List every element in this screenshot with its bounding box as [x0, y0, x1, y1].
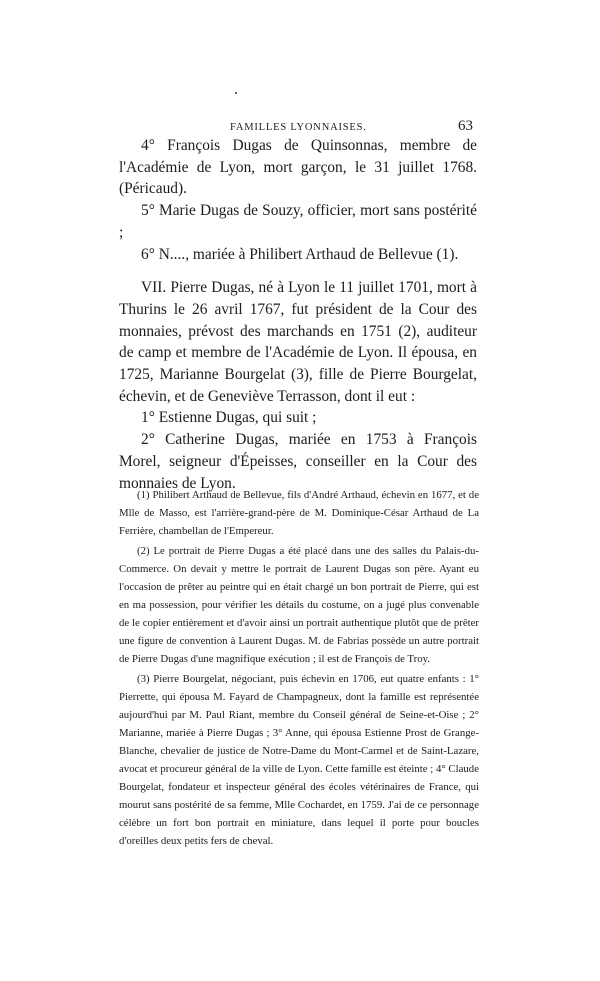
paragraph-francois-dugas: 4° François Dugas de Quinsonnas, membre de l'Académie de Lyon, mort garçon, le 31 juillet 1768. (Péricaud).: [119, 137, 477, 198]
paragraph-pierre-dugas: VII. Pierre Dugas, né à Lyon le 11 juillet 1701, mort à Thurins le 26 avril 1767, fut président de la Cour des monnaies, prévost des marchands en 1751 (2), auditeur de camp et membre de l'Académie de Lyon. Il épousa, en 1725, Marianne Bourgelat (3), fille de Pierre Bourgelat, échevin, et de Geneviève Terrasson, dont il eut :: [119, 279, 477, 405]
footnotes: [119, 486, 479, 852]
paragraph-estienne-dugas: 1° Estienne Dugas, qui suit ;: [141, 409, 317, 427]
footnote-3: (3) Pierre Bourgelat, négociant, puis échevin en 1706, eut quatre enfants : 1° Pierrette, qui épousa M. Fayard de Champagneux, dont la famille est représentée aujourd'hui par M. Paul Riant, membre du Conseil général de Seine-et-Oise ; 2° Marianne, mariée à Pierre Dugas ; 3° Anne, qui épousa Estienne Prost de Grange-Blanche, chevalier de justice de Notre-Dame du Mont-Carmel et de Saint-Lazare, avocat et procureur général de la ville de Lyon. Cette famille est éteinte ; 4° Claude Bourgelat, fondateur et inspecteur général des écoles vétérinaires de France, qui mourut sans postérité de sa femme, Mlle Cochardet, en 1759. J'ai de ce personnage célèbre un fort bon portrait en miniature, dans lequel il porte pour boucles d'oreilles deux petits fers de cheval.: [119, 673, 479, 847]
paragraph-n-mariee: 6° N...., mariée à Philibert Arthaud de Bellevue (1).: [141, 245, 459, 263]
main-text: [119, 135, 477, 494]
footnote-2: (2) Le portrait de Pierre Dugas a été placé dans une des salles du Palais-du-Commerce. On devait y mettre le portrait de Laurent Dugas son père. Ayant eu l'occasion de prêter au peintre qui en était chargé un bon portrait de Pierre, qui est en ma possession, pour vérifier les détails du costume, on a jugé plus convenable de le copier entièrement et d'avoir ainsi un portrait authentique plutôt que de prêter une figure de convention à Laurent Dugas. M. de Fabrias possède un autre portrait de Pierre Dugas d'une magnifique exécution ; il est de François de Troy.: [119, 545, 479, 665]
print-mark: [235, 92, 237, 94]
running-title: FAMILLES LYONNAISES.: [230, 122, 367, 133]
page-number: 63: [458, 118, 473, 134]
paragraph-marie-dugas: 5° Marie Dugas de Souzy, officier, mort sans postérité ;: [119, 202, 477, 241]
paragraph-catherine-dugas: 2° Catherine Dugas, mariée en 1753 à François Morel, seigneur d'Épeisses, conseiller en la Cour des monnaies de Lyon.: [119, 431, 477, 492]
footnote-1: (1) Philibert Arthaud de Bellevue, fils d'André Arthaud, échevin en 1677, et de Mlle de Masso, est l'arrière-grand-père de M. Dominique-César Arthaud de La Ferrière, chambellan de l'Empereur.: [119, 489, 479, 537]
